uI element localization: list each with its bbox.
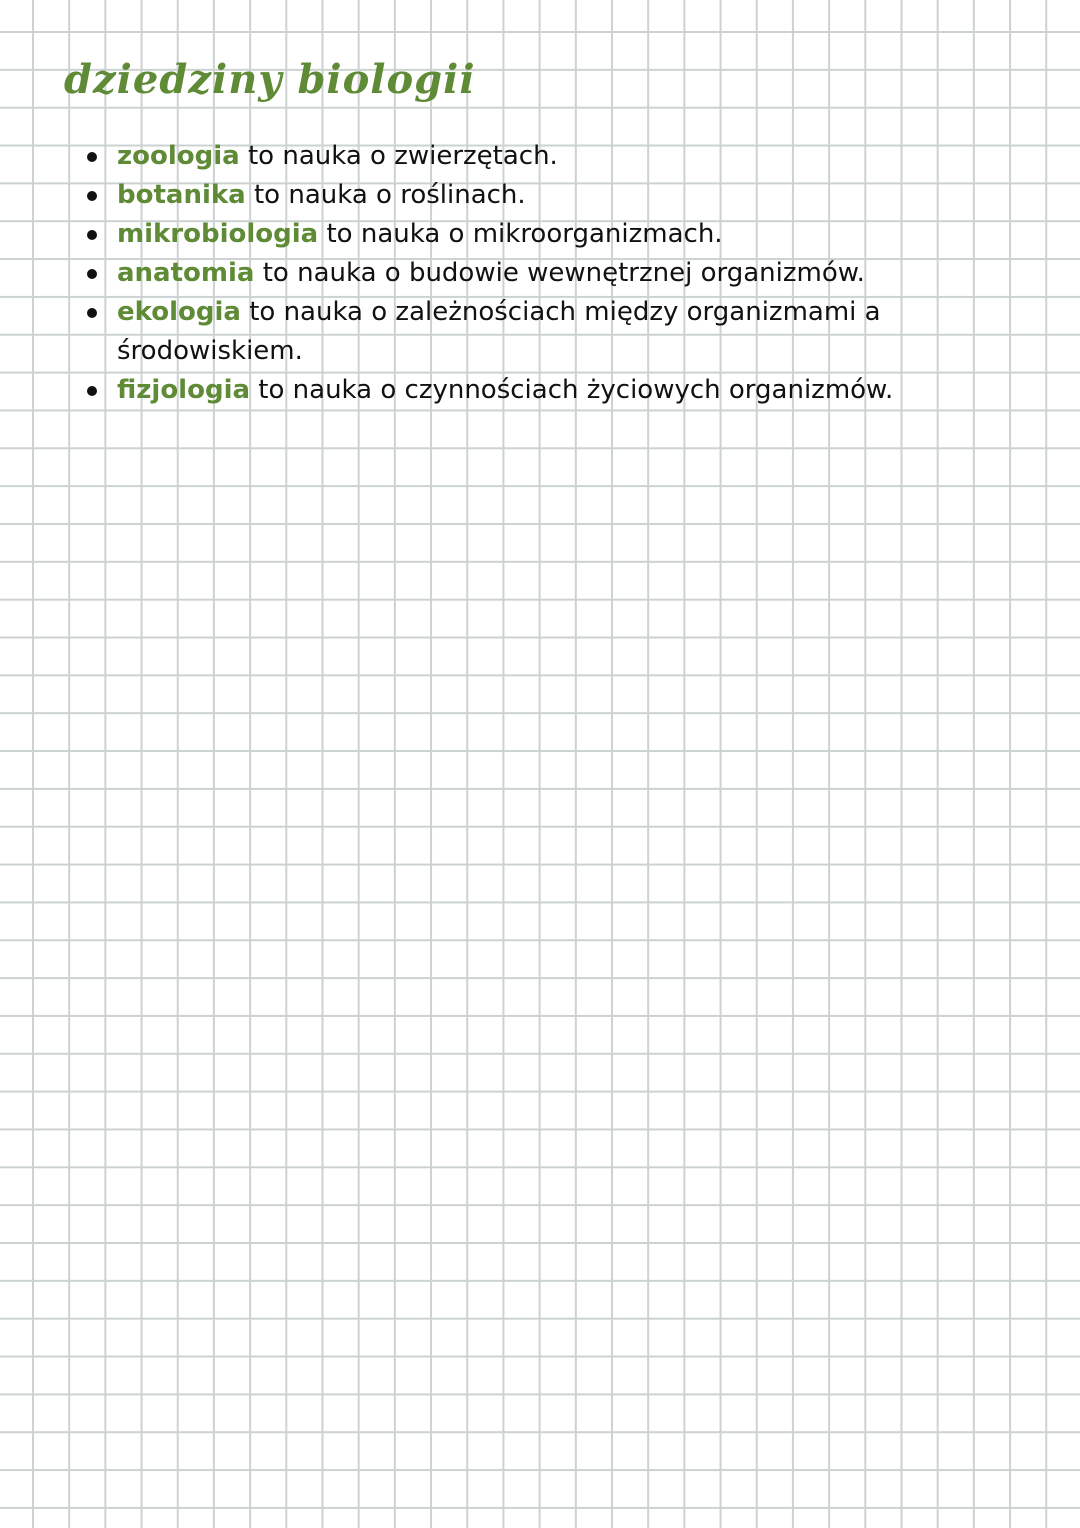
item-term: mikrobiologia xyxy=(117,219,319,249)
item-definition: to nauka o zależnościach między organizmami a środowiskiem. xyxy=(117,297,881,366)
item-definition: to nauka o budowie wewnętrznej organizmów. xyxy=(262,258,865,288)
item-definition: to nauka o czynnościach życiowych organizmów. xyxy=(258,375,894,405)
item-term: anatomia xyxy=(117,258,255,288)
list-item xyxy=(82,137,912,176)
list-item xyxy=(82,176,912,215)
item-term: fizjologia xyxy=(117,375,251,405)
list-item xyxy=(82,371,912,410)
item-term: zoologia xyxy=(117,141,240,171)
bullet-icon xyxy=(87,386,97,396)
bullet-icon xyxy=(87,191,97,201)
bullet-icon xyxy=(87,308,97,318)
item-definition: to nauka o roślinach. xyxy=(253,180,526,210)
item-term: ekologia xyxy=(117,297,241,327)
item-definition: to nauka o zwierzętach. xyxy=(247,141,558,171)
item-term: botanika xyxy=(117,180,246,210)
list-item xyxy=(82,254,912,293)
list-item xyxy=(82,215,912,254)
item-definition: to nauka o mikroorganizmach. xyxy=(326,219,723,249)
bullet-icon xyxy=(87,269,97,279)
bullet-icon xyxy=(87,152,97,162)
bullet-icon xyxy=(87,230,97,240)
definition-list xyxy=(82,137,912,410)
list-item xyxy=(82,293,912,371)
page-title: dziedziny biologii xyxy=(64,56,476,103)
